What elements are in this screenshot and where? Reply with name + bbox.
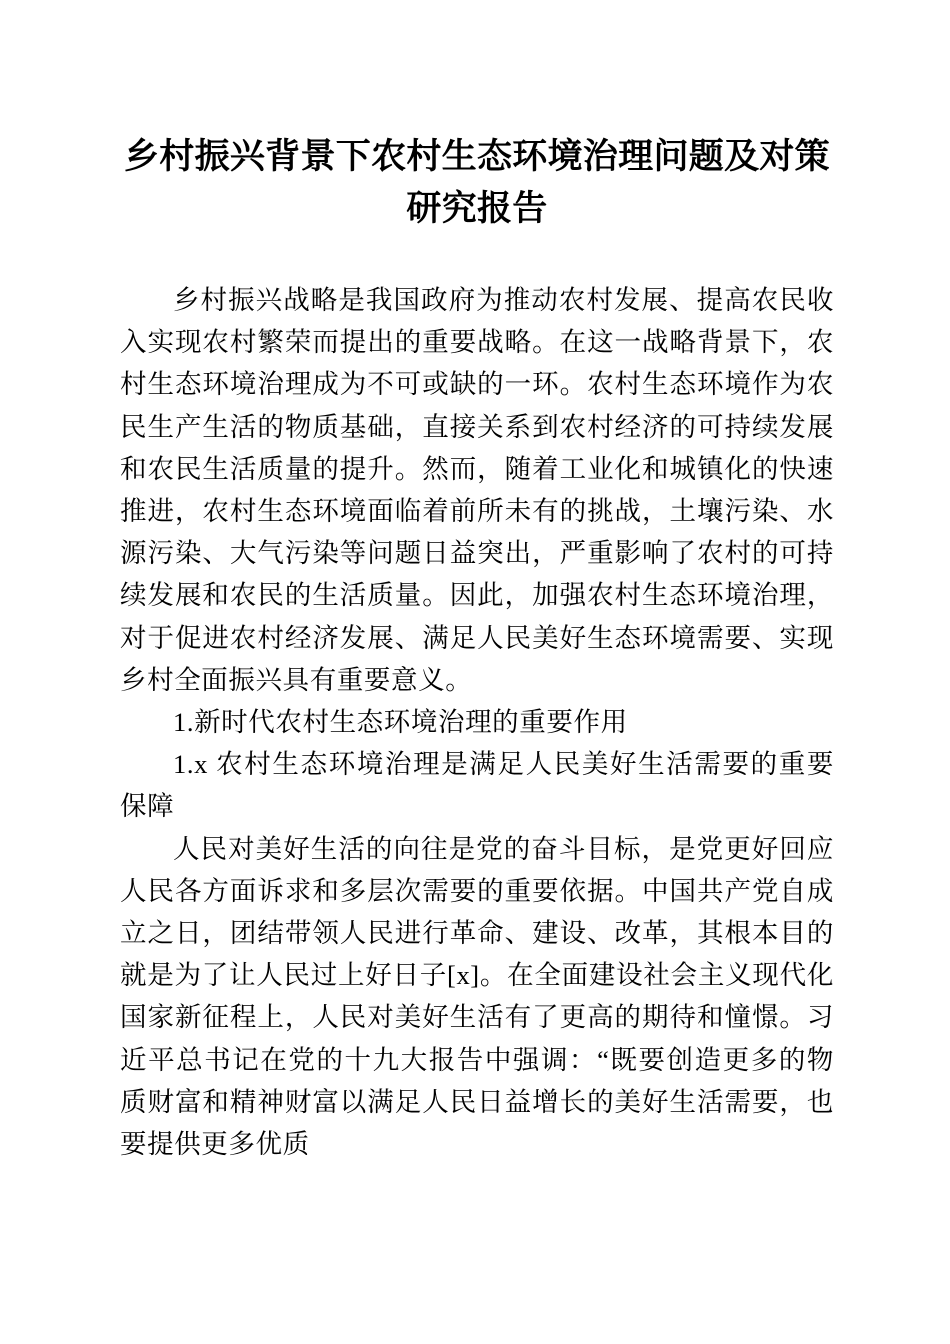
body-paragraph-2: 人民对美好生活的向往是党的奋斗目标，是党更好回应人民各方面诉求和多层次需要的重要依据。中国共产党自成立之日，团结带领人民进行革命、建设、改革，其根本目的就是为了让人民过上好日子[x]。在全面建设社会主义现代化国家新征程上，人民对美好生活有了更高的期待和憧憬。习近平总书记在党的十九大报告中强调：“既要创造更多的物质财富和精神财富以满足人民日益增长的美好生活需要，也要提供更多优质 [120,833,834,1160]
section-heading-1-x: 1.x 农村生态环境治理是满足人民美好生活需要的重要保障 [120,749,834,822]
page-title-line-1: 乡村振兴背景下农村生态环境治理问题及对策 [123,137,830,176]
page-title [120,0,834,235]
intro-paragraph: 乡村振兴战略是我国政府为推动农村发展、提高农民收入实现农村繁荣而提出的重要战略。在这一战略背景下，农村生态环境治理成为不可或缺的一环。农村生态环境作为农民生产生活的物质基础，直接关系到农村经济的可持续发展和农民生活质量的提升。然而，随着工业化和城镇化的快速推进，农村生态环境面临着前所未有的挑战，土壤污染、水源污染、大气污染等问题日益突出，严重影响了农村的可持续发展和农民的生活质量。因此，加强农村生态环境治理，对于促进农村经济发展、满足人民美好生态环境需要、实现乡村全面振兴具有重要意义。 [120,285,834,695]
document-body [120,279,834,1165]
page-title-line-2: 研究报告 [406,189,548,228]
section-heading-1: 1.新时代农村生态环境治理的重要作用 [173,707,628,738]
document-text-column [120,0,834,1165]
